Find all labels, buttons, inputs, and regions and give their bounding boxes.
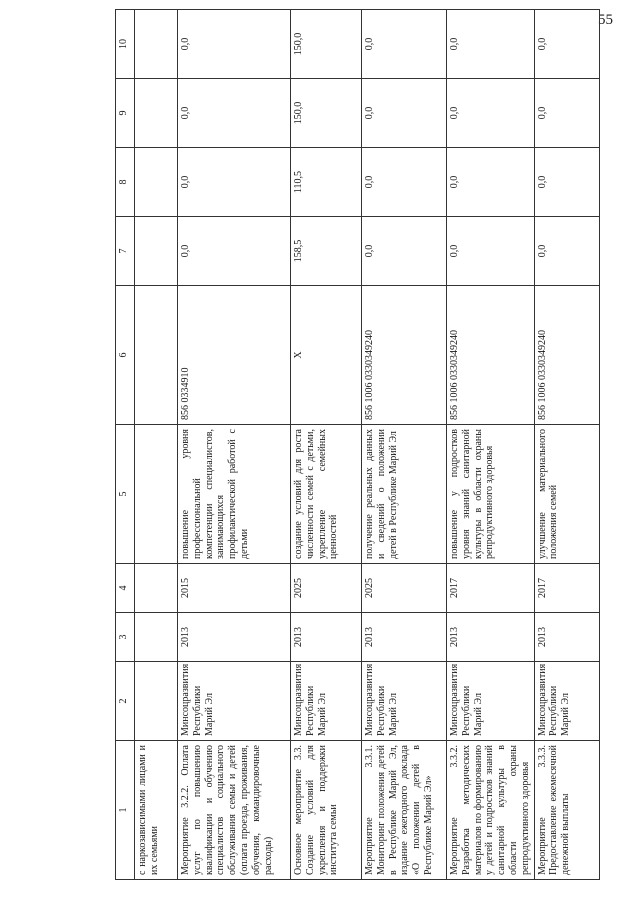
col-header-5: 5: [116, 425, 135, 564]
header-row: [116, 10, 135, 880]
cell-code: 856 1006 0330349240: [447, 286, 535, 425]
table-row: [178, 10, 291, 880]
cell-result: улучшение материального положения семей: [534, 425, 599, 564]
cell-result: создание условий для роста численности семей с детьми, укрепление семейных ценностей: [291, 425, 362, 564]
cell-start-year: 2013: [291, 613, 362, 662]
cell-value-8: 0,0: [447, 148, 535, 217]
cell-value-7: 0,0: [447, 217, 535, 286]
cell-value-10: 0,0: [447, 10, 535, 79]
cell-executor: Минсоцразвития Республики Марий Эл: [447, 662, 535, 741]
cell-end-year: 2025: [362, 564, 447, 613]
cell-result: получение реальных данных и сведений о положении детей в Республике Марий Эл: [362, 425, 447, 564]
cell-executor: Минсоцразвития Республики Марий Эл: [178, 662, 291, 741]
cell-result: [135, 425, 178, 564]
cell-measure: Основное мероприятие 3.3. Создание условий для укрепления и поддержки института семьи: [291, 741, 362, 880]
cell-start-year: [135, 613, 178, 662]
cell-value-10: 0,0: [362, 10, 447, 79]
cell-end-year: 2025: [291, 564, 362, 613]
cell-value-8: 110,5: [291, 148, 362, 217]
cell-start-year: 2013: [447, 613, 535, 662]
cell-value-7: 0,0: [534, 217, 599, 286]
cell-value-7: 0,0: [362, 217, 447, 286]
cell-code: X: [291, 286, 362, 425]
col-header-10: 10: [116, 10, 135, 79]
cell-value-10: 0,0: [178, 10, 291, 79]
table-row: [362, 10, 447, 880]
cell-code: [135, 286, 178, 425]
cell-value-9: 0,0: [362, 79, 447, 148]
program-measures-table: [115, 9, 600, 880]
cell-value-9: 0,0: [534, 79, 599, 148]
cell-value-9: 0,0: [447, 79, 535, 148]
cell-measure: Мероприятие 3.3.1. Мониторинг положения детей в Республике Марий Эл, издание ежегодного доклада «О положении детей в Республике Марий Эл»: [362, 741, 447, 880]
col-header-1: 1: [116, 741, 135, 880]
cell-code: 856 0334910: [178, 286, 291, 425]
cell-value-8: 0,0: [178, 148, 291, 217]
cell-result: повышение уровня профессиональной компетенции специалистов, занимающихся профилактической работой с детьми: [178, 425, 291, 564]
col-header-6: 6: [116, 286, 135, 425]
table-row: [135, 10, 178, 880]
col-header-3: 3: [116, 613, 135, 662]
cell-value-7: 0,0: [178, 217, 291, 286]
cell-code: 856 1006 0330349240: [534, 286, 599, 425]
col-header-2: 2: [116, 662, 135, 741]
rotated-table-container: [115, 20, 635, 880]
cell-value-9: [135, 79, 178, 148]
cell-end-year: 2017: [534, 564, 599, 613]
cell-value-9: 150,0: [291, 79, 362, 148]
table-row: [447, 10, 535, 880]
cell-end-year: 2015: [178, 564, 291, 613]
table-row: [534, 10, 599, 880]
cell-value-10: 0,0: [534, 10, 599, 79]
cell-executor: Минсоцразвития Республики Марий Эл: [534, 662, 599, 741]
cell-result: повышение у подростков уровня знаний санитарной культуры в области охраны репродуктивного здоровья: [447, 425, 535, 564]
cell-start-year: 2013: [362, 613, 447, 662]
cell-executor: [135, 662, 178, 741]
cell-value-9: 0,0: [178, 79, 291, 148]
cell-measure: Мероприятие 3.2.2. Оплата услуг по повышению квалификации и обучению специалистов социального обслуживания семьи и детей (оплата проезда, проживания, обучения, командировочные расходы): [178, 741, 291, 880]
cell-value-10: 150,0: [291, 10, 362, 79]
table-row: [291, 10, 362, 880]
cell-code: 856 1006 0330349240: [362, 286, 447, 425]
cell-start-year: 2013: [534, 613, 599, 662]
cell-value-7: 158,5: [291, 217, 362, 286]
cell-value-7: [135, 217, 178, 286]
cell-end-year: 2017: [447, 564, 535, 613]
cell-executor: Минсоцразвития Республики Марий Эл: [291, 662, 362, 741]
col-header-9: 9: [116, 79, 135, 148]
cell-start-year: 2013: [178, 613, 291, 662]
cell-value-8: [135, 148, 178, 217]
cell-executor: Минсоцразвития Республики Марий Эл: [362, 662, 447, 741]
col-header-8: 8: [116, 148, 135, 217]
col-header-7: 7: [116, 217, 135, 286]
cell-end-year: [135, 564, 178, 613]
page-number: 55: [598, 12, 613, 28]
col-header-4: 4: [116, 564, 135, 613]
cell-measure: с наркозависимыми лицами и их семьями: [135, 741, 178, 880]
cell-value-8: 0,0: [362, 148, 447, 217]
cell-value-8: 0,0: [534, 148, 599, 217]
cell-value-10: [135, 10, 178, 79]
cell-measure: Мероприятие 3.3.3. Предоставление ежемесячной денежной выплаты: [534, 741, 599, 880]
cell-measure: Мероприятие 3.3.2. Разработка методических материалов по формированию у детей и подростков знаний санитарной культуры в области охраны репродуктивного здоровья: [447, 741, 535, 880]
